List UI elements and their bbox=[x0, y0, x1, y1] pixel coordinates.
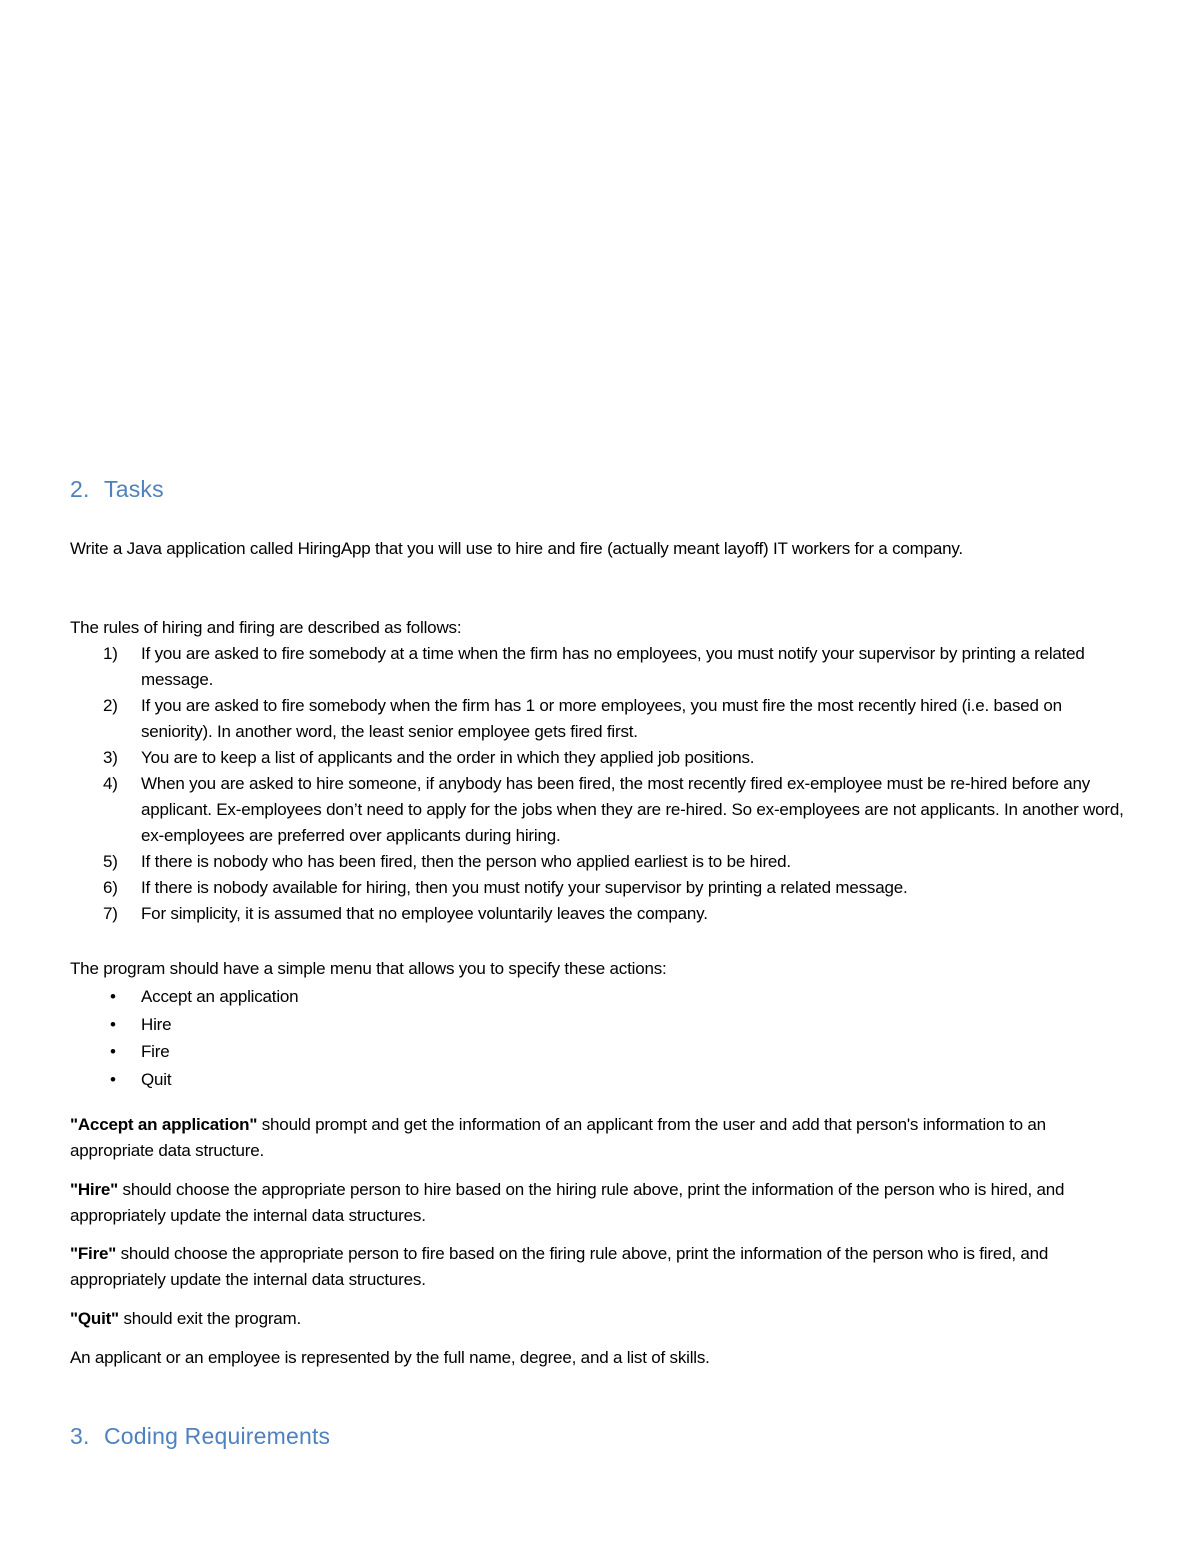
list-item bbox=[70, 1066, 670, 1094]
accept-text: should prompt and get the information of an applicant from the user and add that person's information to an appropriate data structure. bbox=[70, 1115, 1046, 1160]
section-heading-coding bbox=[70, 1423, 330, 1450]
rule-number: 1) bbox=[103, 644, 118, 663]
rule-item bbox=[70, 641, 1132, 693]
rule-text: You are to keep a list of applicants and the order in which they applied job positions. bbox=[141, 748, 755, 767]
bullet-icon: • bbox=[110, 987, 116, 1006]
list-item bbox=[70, 1038, 670, 1066]
bullet-icon: • bbox=[110, 1042, 116, 1061]
fire-description bbox=[70, 1241, 1132, 1293]
section-title: Coding Requirements bbox=[104, 1423, 331, 1449]
rules-intro-paragraph: The rules of hiring and firing are described as follows: bbox=[70, 618, 462, 637]
rule-text: If you are asked to fire somebody at a time when the firm has no employees, you must notify your supervisor by printing a related message. bbox=[141, 644, 1085, 689]
rule-text: If there is nobody available for hiring, then you must notify your supervisor by printing a related message. bbox=[141, 878, 908, 897]
section-number: 3. bbox=[70, 1423, 90, 1449]
quit-term: "Quit" bbox=[70, 1309, 119, 1328]
menu-actions-list bbox=[70, 983, 670, 1093]
section-number: 2. bbox=[70, 476, 90, 502]
fire-term: "Fire" bbox=[70, 1244, 117, 1263]
rule-number: 4) bbox=[103, 774, 118, 793]
rule-number: 3) bbox=[103, 748, 118, 767]
rule-number: 2) bbox=[103, 696, 118, 715]
section-heading-tasks bbox=[70, 476, 164, 503]
rule-item bbox=[70, 693, 1132, 745]
quit-description bbox=[70, 1306, 1132, 1332]
menu-item-label: Fire bbox=[141, 1042, 170, 1061]
rule-item bbox=[70, 771, 1132, 849]
rule-text: If you are asked to fire somebody when the firm has 1 or more employees, you must fire the most recently hired (i.e. based on seniority). In another word, the least senior employee gets fired first. bbox=[141, 696, 1062, 741]
menu-item-label: Quit bbox=[141, 1069, 172, 1089]
rule-number: 5) bbox=[103, 852, 118, 871]
hire-term: "Hire" bbox=[70, 1180, 118, 1199]
rule-text: For simplicity, it is assumed that no employee voluntarily leaves the company. bbox=[141, 904, 708, 923]
rule-text: If there is nobody who has been fired, then the person who applied earliest is to be hired. bbox=[141, 852, 791, 871]
rule-item bbox=[70, 875, 1132, 901]
hire-text: should choose the appropriate person to hire based on the hiring rule above, print the information of the person who is hired, and appropriately update the internal data structures. bbox=[70, 1180, 1065, 1225]
rule-item bbox=[70, 901, 1132, 927]
quit-text: should exit the program. bbox=[118, 1309, 302, 1328]
accept-description bbox=[70, 1112, 1132, 1164]
list-item bbox=[70, 1011, 670, 1039]
list-item bbox=[70, 983, 670, 1011]
menu-item-label: Hire bbox=[141, 1014, 172, 1034]
accept-term: "Accept an application" bbox=[70, 1115, 258, 1134]
rules-list bbox=[70, 641, 1132, 927]
fire-text: should choose the appropriate person to fire based on the firing rule above, print the information of the person who is fired, and appropriately update the internal data structures. bbox=[70, 1244, 1049, 1289]
menu-item-label: Accept an application bbox=[141, 987, 299, 1006]
hire-description bbox=[70, 1177, 1132, 1229]
rule-number: 6) bbox=[103, 878, 118, 897]
representation-paragraph: An applicant or an employee is represented by the full name, degree, and a list of skills. bbox=[70, 1348, 710, 1367]
rule-item bbox=[70, 745, 1132, 771]
section-title: Tasks bbox=[104, 476, 164, 502]
rule-item bbox=[70, 849, 1132, 875]
intro-paragraph: Write a Java application called HiringApp that you will use to hire and fire (actually meant layoff) IT workers for a company. bbox=[70, 539, 963, 558]
rule-text: When you are asked to hire someone, if anybody has been fired, the most recently fired ex-employee must be re-hired before any applicant. Ex-employees don’t need to apply for the jobs when they are re-hired. So ex-employees are not applicants. In another word, ex-employees are preferred over applicants during hiring. bbox=[141, 774, 1124, 845]
bullet-icon: • bbox=[110, 1069, 116, 1089]
menu-intro-paragraph: The program should have a simple menu that allows you to specify these actions: bbox=[70, 959, 667, 978]
rule-number: 7) bbox=[103, 904, 118, 923]
bullet-icon: • bbox=[110, 1014, 116, 1034]
